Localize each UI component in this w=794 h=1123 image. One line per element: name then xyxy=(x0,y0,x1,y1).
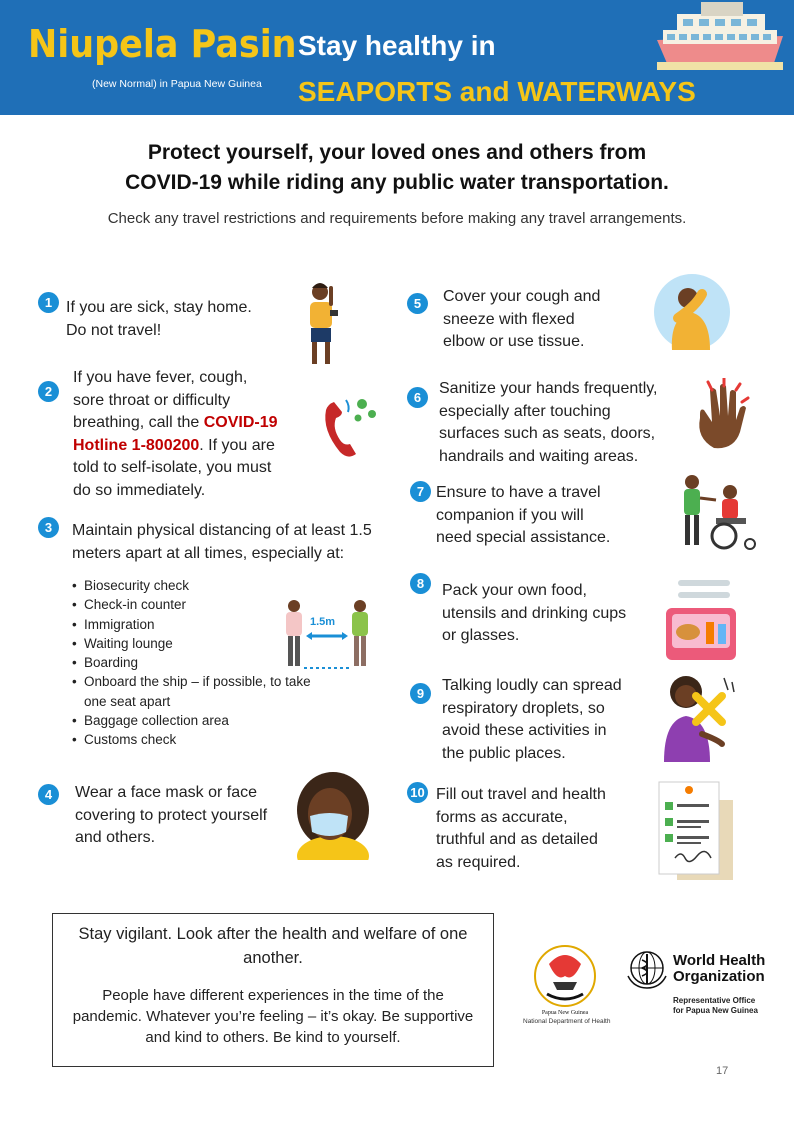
list-item: • Customs check xyxy=(72,730,312,749)
ship-illustration xyxy=(655,0,785,75)
list-item: • Check-in counter xyxy=(72,595,312,614)
page-number: 17 xyxy=(716,1065,729,1077)
step-10-line: truthful and as detailed xyxy=(436,831,598,848)
step-9-line: Talking loudly can spread xyxy=(442,677,622,694)
support-message: People have different experiences in the time of the pandemic. Whatever you’re feeling – it’s okay. Be supportive and kind to others. Be kind to yourself. xyxy=(72,987,474,1046)
distancing-places-list xyxy=(72,576,312,750)
header-title-line1: Stay healthy in xyxy=(298,30,496,61)
step-2-line: breathing, call the xyxy=(73,414,204,431)
step-9-text xyxy=(442,675,622,765)
who-office-line: for Papua New Guinea xyxy=(673,1006,758,1015)
header-banner xyxy=(0,0,794,115)
step-5-text xyxy=(443,286,600,354)
who-office-line: Representative Office xyxy=(673,996,756,1005)
step-7-line: need special assistance. xyxy=(436,529,611,546)
step-number-8: 8 xyxy=(410,573,431,594)
hotline-label: COVID-19 xyxy=(203,414,278,431)
travel-companion-illustration xyxy=(672,472,762,552)
intro-heading xyxy=(40,138,754,198)
step-8-line: utensils and drinking cups xyxy=(442,604,627,622)
step-9-line: respiratory droplets, so xyxy=(442,699,605,717)
step-8-line: or glasses. xyxy=(442,627,520,644)
who-name-line: World Health xyxy=(673,952,766,969)
step-number-4: 4 xyxy=(38,784,59,805)
step-2-line: do so immediately. xyxy=(73,481,206,499)
step-number-6: 6 xyxy=(407,387,428,408)
step-number-5: 5 xyxy=(407,293,428,314)
intro-line-1: Protect yourself, your loved ones and others from xyxy=(147,141,647,164)
list-item: • Biosecurity check xyxy=(72,576,312,595)
step-number-9: 9 xyxy=(410,683,431,704)
step-2-line: told to self-isolate, you must xyxy=(73,459,272,476)
who-name-line: Organization xyxy=(673,968,765,985)
step-2-line: . If you are xyxy=(199,436,275,454)
step-2-line: If you have fever, cough, xyxy=(73,369,248,386)
step-7-line: companion if you will xyxy=(436,506,584,524)
who-emblem-icon xyxy=(624,948,670,992)
step-3-line: meters apart at all times, especially at: xyxy=(72,544,345,562)
food-container-illustration xyxy=(662,578,740,668)
list-item: • Baggage collection area xyxy=(72,711,312,730)
who-name xyxy=(673,953,765,985)
step-10-text xyxy=(436,784,606,874)
png-department-label: National Department of Health xyxy=(523,1018,611,1025)
step-6-text xyxy=(439,378,658,468)
step-6-line: surfaces such as seats, doors, xyxy=(439,425,656,442)
step-7-line: Ensure to have a travel xyxy=(436,484,601,501)
step-4-line: covering to protect yourself xyxy=(75,806,268,824)
step-8-line: Pack your own food, xyxy=(442,582,587,599)
talking-loudly-illustration xyxy=(658,670,740,764)
step-1-line: If you are sick, stay home. xyxy=(66,299,252,316)
distancing-illustration xyxy=(280,598,380,672)
hotline-number: Hotline 1-800200 xyxy=(73,436,200,454)
step-6-line: especially after touching xyxy=(439,402,611,420)
step-3-text xyxy=(72,520,372,565)
png-coat-of-arms-logo xyxy=(525,942,605,1018)
distance-label: 1.5m xyxy=(310,616,336,628)
list-item: • Waiting lounge xyxy=(72,634,312,653)
logo-subtitle: (New Normal) in Papua New Guinea xyxy=(92,78,262,90)
step-4-line: and others. xyxy=(75,829,156,846)
step-5-line: elbow or use tissue. xyxy=(443,333,585,350)
step-4-line: Wear a face mask or face xyxy=(75,784,257,801)
step-9-line: avoid these activities in xyxy=(442,722,607,739)
hand-sanitize-illustration xyxy=(690,378,752,452)
step-5-line: Cover your cough and xyxy=(443,288,601,305)
intro-line-2: COVID-19 while riding any public water transportation. xyxy=(125,171,669,194)
step-7-text xyxy=(436,482,610,550)
step-5-line: sneeze with flexed xyxy=(443,310,575,328)
list-item: • Onboard the ship – if possible, to take one seat apart xyxy=(72,672,312,711)
step-10-line: forms as accurate, xyxy=(436,808,568,826)
step-2-line: sore throat or difficulty xyxy=(73,391,231,409)
face-mask-illustration xyxy=(290,770,376,860)
who-office-label xyxy=(673,996,773,1016)
step-number-3: 3 xyxy=(38,517,59,538)
header-title-line2: SEAPORTS and WATERWAYS xyxy=(298,76,696,107)
step-number-1: 1 xyxy=(38,292,59,313)
step-3-line: Maintain physical distancing of at least 1.5 xyxy=(72,522,372,539)
health-form-illustration xyxy=(655,780,739,882)
cough-elbow-illustration xyxy=(652,272,732,352)
step-10-line: Fill out travel and health xyxy=(436,786,606,803)
travel-check-note: Check any travel restrictions and requirements before making any travel arrangements. xyxy=(107,210,687,227)
step-number-2: 2 xyxy=(38,381,59,402)
list-item: • Immigration xyxy=(72,615,312,634)
step-4-text xyxy=(75,782,267,850)
list-item: • Boarding xyxy=(72,653,312,672)
wellbeing-message-box xyxy=(52,913,494,1067)
step-2-text xyxy=(73,367,278,502)
step-6-line: Sanitize your hands frequently, xyxy=(439,380,658,397)
logo-title: Niupela Pasin xyxy=(28,22,297,66)
png-ring-text: Papua New Guinea xyxy=(541,1010,589,1016)
step-8-text xyxy=(442,580,626,648)
step-9-line: the public places. xyxy=(442,744,566,762)
phone-virus-illustration xyxy=(318,390,380,462)
step-6-line: handrails and waiting areas. xyxy=(439,447,639,465)
vigilance-message: Stay vigilant. Look after the health and welfare of one another. xyxy=(78,925,468,967)
step-number-10: 10 xyxy=(407,782,428,803)
step-1-text xyxy=(66,297,252,342)
step-10-line: as required. xyxy=(436,853,521,871)
step-number-7: 7 xyxy=(410,481,431,502)
sick-person-illustration xyxy=(298,280,344,370)
step-1-line: Do not travel! xyxy=(66,321,162,339)
